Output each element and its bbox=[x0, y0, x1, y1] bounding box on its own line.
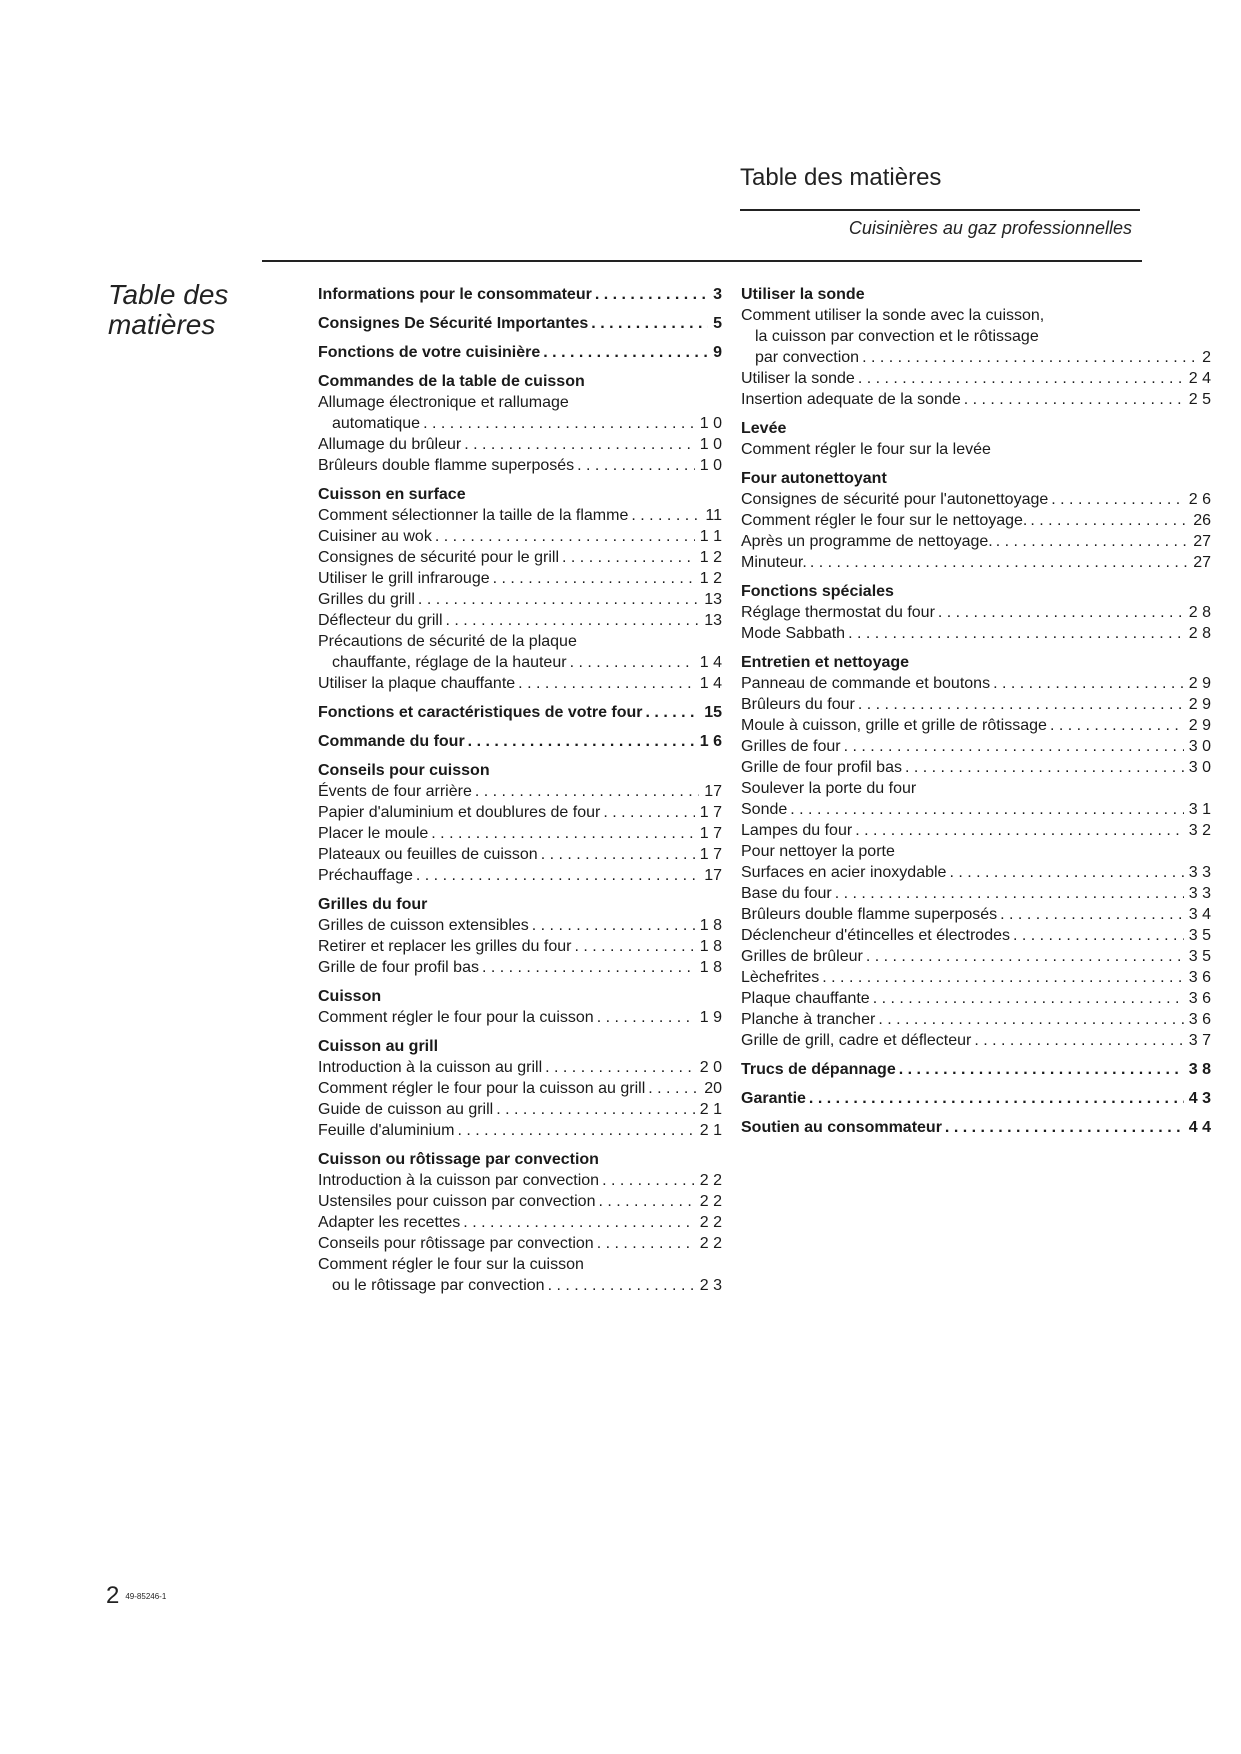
leader-dots bbox=[548, 1275, 695, 1296]
toc-entry[interactable] bbox=[318, 652, 722, 673]
toc-section bbox=[318, 702, 722, 723]
toc-section-heading[interactable] bbox=[741, 1059, 1211, 1080]
toc-entry-text: Comment régler le four sur la levée bbox=[741, 441, 991, 458]
toc-entry-text: Adapter les recettes bbox=[318, 1214, 461, 1231]
toc-section-title: Commande du four bbox=[318, 733, 465, 750]
leader-dots bbox=[631, 505, 700, 526]
leader-dots bbox=[545, 1057, 695, 1078]
toc-section-title: Cuisson ou rôtissage par convection bbox=[318, 1151, 599, 1168]
toc-page-number: 3 bbox=[713, 286, 722, 303]
toc-entry[interactable] bbox=[741, 1009, 1211, 1030]
toc-entry[interactable] bbox=[318, 434, 722, 455]
toc-entry[interactable] bbox=[741, 673, 1211, 694]
toc-page-number: 2 2 bbox=[699, 1172, 722, 1189]
toc-page-number: 1 1 bbox=[699, 528, 722, 545]
leader-dots bbox=[964, 389, 1184, 410]
toc-section bbox=[318, 371, 722, 476]
toc-page-number: 3 6 bbox=[1188, 990, 1211, 1007]
toc-page-number: 1 7 bbox=[699, 846, 722, 863]
leader-dots bbox=[858, 368, 1184, 389]
leader-dots bbox=[496, 1099, 695, 1120]
toc-entry-text: Ustensiles pour cuisson par convection bbox=[318, 1193, 596, 1210]
toc-section-title: Consignes De Sécurité Importantes bbox=[318, 315, 589, 332]
toc-page-number: 1 4 bbox=[699, 675, 722, 692]
toc-section-title: Fonctions spéciales bbox=[741, 583, 894, 600]
toc-entry-text: Comment régler le four sur la cuisson bbox=[318, 1256, 584, 1273]
toc-page-number: 4 4 bbox=[1188, 1119, 1211, 1136]
doc-code: 49-85246-1 bbox=[125, 1592, 167, 1602]
toc-entry-text: Utiliser la plaque chauffante bbox=[318, 675, 516, 692]
toc-entry-text: Conseils pour rôtissage par convection bbox=[318, 1235, 594, 1252]
toc-page-number: 27 bbox=[1193, 554, 1211, 571]
toc-entry[interactable] bbox=[318, 1212, 722, 1233]
page-title: Table des matières bbox=[740, 164, 942, 191]
toc-section-title: Cuisson en surface bbox=[318, 486, 466, 503]
toc-section-heading[interactable] bbox=[318, 313, 722, 334]
toc-entry[interactable] bbox=[741, 757, 1211, 778]
leader-dots bbox=[532, 915, 695, 936]
toc-page-number: 3 5 bbox=[1188, 927, 1211, 944]
toc-page-number: 2 8 bbox=[1188, 604, 1211, 621]
toc-entry-text: Réglage thermostat du four bbox=[741, 604, 935, 621]
leader-dots bbox=[435, 526, 695, 547]
toc-page-number: 1 7 bbox=[699, 804, 722, 821]
toc-section bbox=[741, 284, 1211, 410]
toc-section-title: Garantie bbox=[741, 1090, 806, 1107]
toc-entry[interactable] bbox=[318, 823, 722, 844]
toc-entry[interactable] bbox=[318, 1099, 722, 1120]
toc-entry-text: Placer le moule bbox=[318, 825, 429, 842]
toc-page-number: 9 bbox=[713, 344, 722, 361]
toc-entry-text: Consignes de sécurité pour le grill bbox=[318, 549, 560, 566]
toc-entry-text: Lampes du four bbox=[741, 822, 853, 839]
leader-dots bbox=[574, 936, 694, 957]
toc-entry[interactable] bbox=[741, 883, 1211, 904]
leader-dots bbox=[945, 1117, 1184, 1138]
toc-entry[interactable] bbox=[741, 715, 1211, 736]
toc-entry[interactable] bbox=[741, 623, 1211, 644]
toc-entry-text: Minuteur. bbox=[741, 554, 807, 571]
toc-entry[interactable] bbox=[318, 526, 722, 547]
toc-page-number: 15 bbox=[704, 704, 722, 721]
toc-entry-text: Consignes de sécurité pour l'autonettoyage bbox=[741, 491, 1049, 508]
toc-entry-text: Déflecteur du grill bbox=[318, 612, 443, 629]
toc-section bbox=[318, 313, 722, 334]
toc-page-number: 3 3 bbox=[1188, 885, 1211, 902]
toc-section-title: Conseils pour cuisson bbox=[318, 762, 490, 779]
toc-entry[interactable] bbox=[741, 368, 1211, 389]
toc-entry-text: Plateaux ou feuilles de cuisson bbox=[318, 846, 538, 863]
leader-dots bbox=[1050, 715, 1184, 736]
leader-dots bbox=[822, 967, 1183, 988]
toc-section bbox=[318, 284, 722, 305]
leader-dots bbox=[938, 602, 1184, 623]
side-title: Table des matières bbox=[108, 279, 229, 340]
leader-dots bbox=[835, 883, 1184, 904]
toc-entry-text: Mode Sabbath bbox=[741, 625, 846, 642]
leader-dots bbox=[603, 802, 694, 823]
toc-entry[interactable] bbox=[318, 936, 722, 957]
toc-entry-text: Grille de four profil bas bbox=[318, 959, 479, 976]
toc-entry[interactable] bbox=[318, 1120, 722, 1141]
toc-entry[interactable] bbox=[318, 865, 722, 886]
leader-dots bbox=[416, 865, 699, 886]
toc-section-title: Cuisson au grill bbox=[318, 1038, 439, 1055]
toc-page-number: 1 8 bbox=[699, 959, 722, 976]
toc-entry-text: Panneau de commande et boutons bbox=[741, 675, 991, 692]
toc-entry-text: Sonde bbox=[741, 801, 788, 818]
toc-entry-text: Grille de four profil bas bbox=[741, 759, 902, 776]
toc-entry[interactable] bbox=[318, 413, 722, 434]
toc-section-heading[interactable] bbox=[741, 1117, 1211, 1138]
leader-dots bbox=[493, 568, 695, 589]
leader-dots bbox=[1000, 904, 1184, 925]
toc-entry-text: Comment régler le four pour la cuisson bbox=[318, 1009, 594, 1026]
header-rule-top bbox=[740, 209, 1140, 211]
toc-entry-text: Lèchefrites bbox=[741, 969, 820, 986]
toc-page-number: 1 8 bbox=[699, 917, 722, 934]
toc-entry[interactable] bbox=[741, 925, 1211, 946]
toc-entry[interactable] bbox=[318, 1007, 722, 1028]
toc-page-number: 2 9 bbox=[1188, 675, 1211, 692]
toc-section-title: Informations pour le consommateur bbox=[318, 286, 592, 303]
toc-section bbox=[318, 484, 722, 694]
toc-page-number: 3 8 bbox=[1188, 1061, 1211, 1078]
toc-page-number: 17 bbox=[704, 783, 722, 800]
toc-page-number: 2 5 bbox=[1188, 391, 1211, 408]
leader-dots bbox=[848, 623, 1184, 644]
leader-dots bbox=[457, 1120, 694, 1141]
toc-entry[interactable] bbox=[741, 967, 1211, 988]
leader-dots bbox=[878, 1009, 1183, 1030]
leader-dots bbox=[866, 946, 1184, 967]
leader-dots bbox=[463, 1212, 694, 1233]
leader-dots bbox=[1030, 510, 1188, 531]
toc-entry-text: Évents de four arrière bbox=[318, 783, 472, 800]
toc-page-number: 1 2 bbox=[699, 570, 722, 587]
toc-section-heading[interactable] bbox=[741, 1088, 1211, 1109]
leader-dots bbox=[423, 413, 695, 434]
leader-dots bbox=[475, 781, 699, 802]
toc-entry[interactable] bbox=[318, 844, 722, 865]
toc-entry[interactable] bbox=[741, 510, 1211, 531]
leader-dots bbox=[648, 1078, 699, 1099]
toc-entry-text: Après un programme de nettoyage. bbox=[741, 533, 993, 550]
toc-entry-text: Grilles de brûleur bbox=[741, 948, 863, 965]
leader-dots bbox=[541, 844, 695, 865]
toc-entry[interactable] bbox=[741, 946, 1211, 967]
toc-entry-text: Introduction à la cuisson au grill bbox=[318, 1059, 543, 1076]
toc-section bbox=[741, 1117, 1211, 1138]
toc-entry[interactable] bbox=[741, 602, 1211, 623]
toc-page-number: 1 6 bbox=[699, 733, 722, 750]
toc-entry-text: Soulever la porte du four bbox=[741, 780, 917, 797]
toc-entry-text: Grilles de four bbox=[741, 738, 841, 755]
header-rule-bottom bbox=[262, 260, 1142, 262]
toc-page-number: 1 0 bbox=[699, 436, 722, 453]
toc-entry-text: Plaque chauffante bbox=[741, 990, 870, 1007]
toc-entry-text: Pour nettoyer la porte bbox=[741, 843, 895, 860]
leader-dots bbox=[570, 652, 695, 673]
toc-section-heading[interactable] bbox=[318, 342, 722, 363]
toc-entry[interactable] bbox=[741, 694, 1211, 715]
toc-entry-text: Introduction à la cuisson par convection bbox=[318, 1172, 600, 1189]
toc-entry[interactable] bbox=[318, 1191, 722, 1212]
toc-right-column bbox=[741, 284, 1211, 1146]
leader-dots bbox=[595, 284, 708, 305]
toc-section bbox=[318, 760, 722, 886]
toc-entry-text: Utiliser la sonde bbox=[741, 370, 855, 387]
toc-page-number: 2 9 bbox=[1188, 696, 1211, 713]
leader-dots bbox=[1051, 489, 1183, 510]
toc-entry-text: Grilles de cuisson extensibles bbox=[318, 917, 529, 934]
toc-page-number: 3 2 bbox=[1188, 822, 1211, 839]
toc-section-title: Soutien au consommateur bbox=[741, 1119, 942, 1136]
toc-page-number: 3 1 bbox=[1188, 801, 1211, 818]
leader-dots bbox=[1013, 925, 1184, 946]
toc-page-number: 3 7 bbox=[1188, 1032, 1211, 1049]
toc-entry[interactable] bbox=[741, 904, 1211, 925]
toc-entry-text: Feuille d'aluminium bbox=[318, 1122, 455, 1139]
toc-section-title: Entretien et nettoyage bbox=[741, 654, 910, 671]
toc-page-number: 2 1 bbox=[699, 1101, 722, 1118]
leader-dots bbox=[431, 823, 694, 844]
toc-entry[interactable] bbox=[318, 915, 722, 936]
toc-entry-text: chauffante, réglage de la hauteur bbox=[332, 654, 567, 671]
toc-section bbox=[318, 986, 722, 1028]
toc-page-number: 3 5 bbox=[1188, 948, 1211, 965]
toc-entry-text: automatique bbox=[332, 415, 421, 432]
toc-entry-text: Utiliser le grill infrarouge bbox=[318, 570, 490, 587]
page-number: 2 bbox=[106, 1582, 120, 1609]
toc-section-title: Cuisson bbox=[318, 988, 382, 1005]
toc-entry[interactable] bbox=[318, 589, 722, 610]
toc-entry-text: Grilles du grill bbox=[318, 591, 415, 608]
toc-entry[interactable] bbox=[741, 531, 1211, 552]
toc-entry[interactable] bbox=[318, 505, 722, 526]
toc-entry-text: Brûleurs double flamme superposés bbox=[741, 906, 998, 923]
leader-dots bbox=[518, 673, 695, 694]
toc-section-title: Fonctions et caractéristiques de votre four bbox=[318, 704, 643, 721]
toc-page-number: 2 8 bbox=[1188, 625, 1211, 642]
toc-page-number: 1 4 bbox=[699, 654, 722, 671]
toc-entry[interactable] bbox=[318, 1233, 722, 1254]
toc-page-number: 2 6 bbox=[1188, 491, 1211, 508]
toc-entry[interactable] bbox=[741, 799, 1211, 820]
toc-page-number: 3 4 bbox=[1188, 906, 1211, 923]
toc-page-number: 27 bbox=[1193, 533, 1211, 550]
leader-dots bbox=[418, 589, 699, 610]
toc-entry-text: Retirer et replacer les grilles du four bbox=[318, 938, 572, 955]
leader-dots bbox=[597, 1233, 695, 1254]
toc-entry[interactable] bbox=[318, 673, 722, 694]
toc-page-number: 1 0 bbox=[699, 415, 722, 432]
toc-section-title: Commandes de la table de cuisson bbox=[318, 373, 585, 390]
leader-dots bbox=[905, 757, 1184, 778]
toc-page-number: 3 6 bbox=[1188, 969, 1211, 986]
toc-page-number: 26 bbox=[1193, 512, 1211, 529]
leader-dots bbox=[996, 531, 1189, 552]
toc-page-number: 3 3 bbox=[1188, 864, 1211, 881]
toc-entry[interactable] bbox=[741, 988, 1211, 1009]
leader-dots bbox=[873, 988, 1184, 1009]
leader-dots bbox=[464, 434, 695, 455]
toc-entry[interactable] bbox=[318, 1170, 722, 1191]
toc-entry[interactable] bbox=[741, 1030, 1211, 1051]
leader-dots bbox=[844, 736, 1184, 757]
leader-dots bbox=[482, 957, 695, 978]
toc-page-number: 1 0 bbox=[699, 457, 722, 474]
toc-section-title: Trucs de dépannage bbox=[741, 1061, 896, 1078]
toc-section-title: Four autonettoyant bbox=[741, 470, 887, 487]
toc-page-number: 2 4 bbox=[1188, 370, 1211, 387]
toc-entry-text: ou le rôtissage par convection bbox=[332, 1277, 545, 1294]
leader-dots bbox=[809, 1088, 1184, 1109]
toc-entry-text: Cuisiner au wok bbox=[318, 528, 432, 545]
toc-section-title: Levée bbox=[741, 420, 787, 437]
toc-page-number: 2 2 bbox=[699, 1214, 722, 1231]
toc-entry[interactable] bbox=[318, 1078, 722, 1099]
toc-page-number: 11 bbox=[705, 507, 722, 524]
toc-section-heading[interactable] bbox=[318, 284, 722, 305]
toc-entry-text: Base du four bbox=[741, 885, 832, 902]
toc-entry[interactable] bbox=[318, 781, 722, 802]
toc-page-number: 2 2 bbox=[699, 1193, 722, 1210]
toc-page-number: 4 3 bbox=[1188, 1090, 1211, 1107]
toc-entry[interactable] bbox=[318, 1275, 722, 1296]
leader-dots bbox=[468, 731, 695, 752]
toc-entry-text: Préchauffage bbox=[318, 867, 413, 884]
toc-page-number: 13 bbox=[704, 591, 722, 608]
toc-page-number: 1 8 bbox=[699, 938, 722, 955]
toc-entry-text: Guide de cuisson au grill bbox=[318, 1101, 494, 1118]
toc-entry-text: Comment sélectionner la taille de la flamme bbox=[318, 507, 629, 524]
toc-entry-text: Brûleurs double flamme superposés bbox=[318, 457, 575, 474]
leader-dots bbox=[577, 455, 695, 476]
leader-dots bbox=[993, 673, 1184, 694]
toc-page-number: 3 6 bbox=[1188, 1011, 1211, 1028]
toc-entry-text: Comment utiliser la sonde avec la cuisson, bbox=[741, 307, 1045, 324]
toc-entry[interactable] bbox=[741, 552, 1211, 573]
toc-entry[interactable] bbox=[741, 389, 1211, 410]
leader-dots bbox=[543, 342, 708, 363]
toc-page-number: 2 bbox=[1202, 349, 1211, 366]
toc-section bbox=[741, 418, 1211, 460]
toc-entry[interactable] bbox=[741, 862, 1211, 883]
toc-page-number: 5 bbox=[713, 315, 722, 332]
toc-entry[interactable] bbox=[318, 957, 722, 978]
leader-dots bbox=[949, 862, 1183, 883]
toc-entry-text: Grille de grill, cadre et déflecteur bbox=[741, 1032, 972, 1049]
toc-section bbox=[741, 1059, 1211, 1080]
toc-entry[interactable] bbox=[318, 455, 722, 476]
toc-page-number: 3 0 bbox=[1188, 738, 1211, 755]
toc-section bbox=[741, 581, 1211, 644]
leader-dots bbox=[591, 313, 708, 334]
leader-dots bbox=[790, 799, 1183, 820]
leader-dots bbox=[446, 610, 700, 631]
leader-dots bbox=[858, 694, 1184, 715]
toc-page-number: 2 0 bbox=[699, 1059, 722, 1076]
toc-entry-text: Comment régler le four sur le nettoyage. bbox=[741, 512, 1028, 529]
toc-page-number: 1 9 bbox=[699, 1009, 722, 1026]
leader-dots bbox=[899, 1059, 1184, 1080]
toc-entry[interactable] bbox=[741, 347, 1211, 368]
toc-section bbox=[318, 342, 722, 363]
toc-entry[interactable] bbox=[741, 736, 1211, 757]
toc-entry[interactable] bbox=[318, 568, 722, 589]
toc-section bbox=[318, 894, 722, 978]
toc-section bbox=[741, 468, 1211, 573]
toc-section bbox=[741, 652, 1211, 1051]
toc-entry-text: Précautions de sécurité de la plaque bbox=[318, 633, 577, 650]
toc-section bbox=[741, 1088, 1211, 1109]
toc-entry[interactable] bbox=[741, 820, 1211, 841]
leader-dots bbox=[646, 702, 700, 723]
toc-page-number: 13 bbox=[704, 612, 722, 629]
toc-page-number: 1 2 bbox=[699, 549, 722, 566]
toc-section bbox=[318, 1036, 722, 1141]
toc-page-number: 1 7 bbox=[699, 825, 722, 842]
leader-dots bbox=[862, 347, 1197, 368]
toc-page-number: 17 bbox=[704, 867, 722, 884]
toc-entry-text: Allumage électronique et rallumage bbox=[318, 394, 569, 411]
toc-section bbox=[318, 731, 722, 752]
page-footer bbox=[106, 1582, 166, 1610]
toc-entry-text: Allumage du brûleur bbox=[318, 436, 462, 453]
toc-entry[interactable] bbox=[741, 489, 1211, 510]
toc-page-number: 3 0 bbox=[1188, 759, 1211, 776]
toc-entry[interactable] bbox=[318, 610, 722, 631]
leader-dots bbox=[598, 1191, 694, 1212]
toc-entry-text: Surfaces en acier inoxydable bbox=[741, 864, 947, 881]
leader-dots bbox=[855, 820, 1184, 841]
toc-entry-text: Insertion adequate de la sonde bbox=[741, 391, 961, 408]
toc-page-number: 2 3 bbox=[699, 1277, 722, 1294]
toc-entry-text: Moule à cuisson, grille et grille de rôtissage bbox=[741, 717, 1047, 734]
leader-dots bbox=[602, 1170, 695, 1191]
toc-entry-text: Planche à trancher bbox=[741, 1011, 876, 1028]
toc-section-title: Fonctions de votre cuisinière bbox=[318, 344, 541, 361]
page-subtitle: Cuisinières au gaz professionnelles bbox=[848, 218, 1132, 238]
toc-entry-text: la cuisson par convection et le rôtissage bbox=[755, 328, 1039, 345]
toc-section-heading[interactable] bbox=[318, 702, 722, 723]
toc-page-number: 2 2 bbox=[699, 1235, 722, 1252]
toc-section-title: Utiliser la sonde bbox=[741, 286, 865, 303]
leader-dots bbox=[974, 1030, 1183, 1051]
toc-page-number: 20 bbox=[704, 1080, 722, 1097]
toc-entry-text: Brûleurs du four bbox=[741, 696, 855, 713]
toc-entry-text: par convection bbox=[755, 349, 860, 366]
leader-dots bbox=[810, 552, 1188, 573]
toc-entry-text: Papier d'aluminium et doublures de four bbox=[318, 804, 601, 821]
toc-entry[interactable] bbox=[318, 802, 722, 823]
toc-section bbox=[318, 1149, 722, 1296]
toc-entry-text: Comment régler le four pour la cuisson au grill bbox=[318, 1080, 646, 1097]
toc-page-number: 2 1 bbox=[699, 1122, 722, 1139]
toc-left-column bbox=[318, 284, 722, 1304]
toc-entry-text: Déclencheur d'étincelles et électrodes bbox=[741, 927, 1010, 944]
leader-dots bbox=[562, 547, 695, 568]
leader-dots bbox=[597, 1007, 695, 1028]
toc-section-heading[interactable] bbox=[318, 731, 722, 752]
toc-entry[interactable] bbox=[318, 1057, 722, 1078]
toc-section-title: Grilles du four bbox=[318, 896, 428, 913]
toc-page-number: 2 9 bbox=[1188, 717, 1211, 734]
toc-entry[interactable] bbox=[318, 547, 722, 568]
